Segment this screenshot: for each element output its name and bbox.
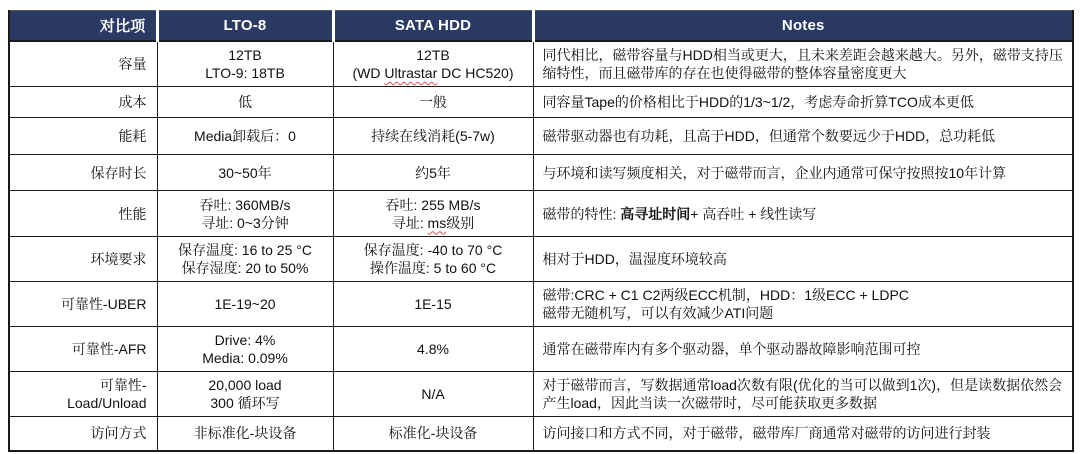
cell-line — [340, 385, 527, 403]
text-segment: 通常在磁带库内有多个驱动器，单个驱动器故障影响范围可控 — [542, 341, 921, 357]
cell-sata-row-0 — [333, 41, 533, 87]
cell-line — [543, 376, 1064, 412]
cell-notes-row-8 — [533, 372, 1073, 417]
header-cell-lto8: LTO-8 — [157, 11, 333, 41]
text-segment: 1E-19~20 — [214, 296, 276, 312]
text-segment: 4.8% — [417, 341, 449, 357]
cell-lto8-row-3 — [157, 155, 333, 191]
text-segment: 环境要求 — [90, 251, 147, 267]
text-segment: 300 循环写 — [210, 395, 280, 411]
cell-line — [16, 394, 147, 412]
cell-line — [16, 295, 147, 313]
cell-item-row-2 — [9, 118, 157, 155]
cell-lto8-row-4 — [157, 191, 333, 237]
text-segment: 访问接口和方式不同，对于磁带，磁带库厂商通常对磁带的访问进行封装 — [542, 425, 991, 442]
text-segment: 低 — [238, 94, 252, 110]
text-segment: 保存温度: -40 to 70 °C — [363, 242, 503, 258]
cell-notes-row-6 — [533, 282, 1073, 327]
text-segment: 磁带无随机写，可以有效减少ATI问题 — [542, 305, 774, 321]
cell-line — [340, 259, 527, 277]
text-segment: 成本 — [118, 94, 147, 110]
cell-line — [543, 340, 1064, 358]
cell-lto8-row-2 — [157, 118, 333, 155]
cell-sata-row-1 — [333, 87, 533, 118]
cell-sata-row-3 — [333, 155, 533, 191]
cell-line — [164, 394, 327, 412]
text-segment: 级别 — [446, 214, 475, 231]
text-segment: 保存温度: 16 to 25 °C — [178, 242, 312, 258]
text-segment: Media卸载后：0 — [194, 128, 296, 144]
text-segment: 相对于HDD，温湿度环境较高 — [542, 251, 727, 267]
cell-notes-row-4 — [533, 191, 1073, 237]
cell-line — [164, 424, 327, 442]
cell-line — [340, 241, 527, 259]
cell-notes-row-5 — [533, 237, 1073, 282]
cell-line — [16, 127, 147, 145]
text-segment: Load/Unload — [67, 395, 147, 411]
cell-notes-row-0 — [533, 41, 1073, 87]
text-segment: 可靠性- — [99, 377, 147, 393]
text-segment: 寻址: — [391, 214, 428, 231]
text-segment: 同容量Tape的价格相比于HDD的1/3~1/2，考虑寿命折算TCO成本更低 — [542, 94, 974, 110]
cell-line — [543, 164, 1064, 182]
cell-lto8-row-8 — [157, 372, 333, 417]
text-segment: (WD — [352, 64, 385, 81]
cell-line — [543, 424, 1064, 442]
cell-line — [16, 55, 147, 73]
cell-sata-row-8 — [333, 372, 533, 417]
cell-line — [543, 127, 1064, 145]
cell-item-row-3 — [9, 155, 157, 191]
text-segment: 30~50年 — [218, 164, 272, 181]
text-segment: DC HC520) — [437, 64, 514, 81]
cell-item-row-6 — [9, 282, 157, 327]
text-segment: + 高吞吐 + 线性读写 — [690, 205, 817, 222]
header-cell-notes: Notes — [533, 11, 1073, 41]
text-segment: 12TB — [228, 46, 262, 63]
text-segment: 可靠性-UBER — [60, 296, 147, 312]
table-row — [9, 41, 1073, 87]
text-segment: Ultrastar — [384, 64, 438, 81]
cell-line — [164, 64, 327, 82]
cell-line — [164, 295, 327, 313]
cell-sata-row-7 — [333, 327, 533, 372]
table-row — [9, 282, 1073, 327]
text-segment: 标准化-块设备 — [388, 425, 478, 442]
text-segment: 寻址: 0~3分钟 — [201, 214, 289, 231]
cell-line — [543, 286, 1064, 304]
text-segment: 吞吐: 255 MB/s — [385, 196, 481, 213]
cell-line — [164, 349, 327, 367]
cell-line — [16, 93, 147, 111]
cell-sata-row-6 — [333, 282, 533, 327]
cell-line — [16, 340, 147, 358]
cell-item-row-4 — [9, 191, 157, 237]
cell-line — [164, 46, 327, 64]
text-segment: 操作温度: 5 to 60 °C — [369, 260, 497, 276]
cell-lto8-row-7 — [157, 327, 333, 372]
cell-line — [340, 295, 527, 313]
cell-line — [543, 304, 1064, 322]
cell-line — [164, 93, 327, 111]
cell-line — [340, 340, 527, 358]
cell-lto8-row-5 — [157, 237, 333, 282]
cell-notes-row-7 — [533, 327, 1073, 372]
cell-line — [164, 196, 327, 214]
cell-line — [16, 164, 147, 182]
cell-line — [16, 205, 147, 223]
text-segment: 同代相比，磁带容量与HDD相当或更大，且未来差距会越来越大。另外，磁带支持压缩特性，而且磁带库的存在也使得磁带的整体容量密度更大 — [542, 46, 1063, 81]
text-segment: Media: 0.09% — [202, 350, 288, 366]
text-segment: 磁带:CRC + C1 C2两级ECC机制，HDD：1级ECC + LDPC — [542, 287, 909, 303]
cell-notes-row-9 — [533, 417, 1073, 451]
cell-line — [16, 250, 147, 268]
cell-line — [164, 331, 327, 349]
cell-item-row-9 — [9, 417, 157, 451]
cell-lto8-row-0 — [157, 41, 333, 87]
cell-line — [164, 127, 327, 145]
cell-line — [16, 424, 147, 442]
cell-line — [543, 46, 1064, 82]
cell-line — [340, 93, 527, 111]
cell-line — [543, 93, 1064, 111]
cell-notes-row-1 — [533, 87, 1073, 118]
text-segment: 保存时长 — [90, 164, 147, 181]
table-row — [9, 155, 1073, 191]
table-row — [9, 87, 1073, 118]
text-segment: 一般 — [419, 94, 447, 110]
cell-line — [340, 196, 527, 214]
cell-line — [543, 205, 1064, 223]
text-segment: 高寻址时间 — [620, 205, 691, 222]
text-segment: 对于磁带而言，写数据通常load次数有限(优化的当可以做到1次)，但是读数据依然会产生load，因此当读一次磁带时，尽可能获取更多数据 — [542, 377, 1063, 411]
cell-lto8-row-1 — [157, 87, 333, 118]
cell-item-row-7 — [9, 327, 157, 372]
table-row — [9, 372, 1073, 417]
cell-sata-row-5 — [333, 237, 533, 282]
cell-line — [340, 164, 527, 182]
text-segment: 容量 — [118, 55, 147, 72]
cell-line — [543, 250, 1064, 268]
text-segment: 磁带的特性: — [542, 205, 621, 222]
text-segment: 持续在线消耗(5-7w) — [371, 128, 495, 144]
cell-sata-row-4 — [333, 191, 533, 237]
cell-line — [16, 376, 147, 394]
text-segment: ms — [427, 214, 447, 231]
text-segment: 吞吐: 360MB/s — [199, 196, 291, 213]
cell-sata-row-9 — [333, 417, 533, 451]
text-segment: N/A — [421, 386, 445, 402]
cell-line — [164, 241, 327, 259]
text-segment: 性能 — [118, 205, 147, 222]
cell-item-row-1 — [9, 87, 157, 118]
cell-lto8-row-6 — [157, 282, 333, 327]
cell-line — [164, 259, 327, 277]
table-row — [9, 191, 1073, 237]
cell-line — [340, 214, 527, 232]
table-row — [9, 118, 1073, 155]
cell-item-row-8 — [9, 372, 157, 417]
cell-line — [164, 376, 327, 394]
comparison-table — [8, 10, 1074, 452]
table-row — [9, 327, 1073, 372]
text-segment: 非标准化-块设备 — [193, 425, 297, 442]
page — [8, 10, 1072, 452]
cell-item-row-0 — [9, 41, 157, 87]
header-row — [9, 11, 1073, 41]
cell-lto8-row-9 — [157, 417, 333, 451]
cell-line — [340, 127, 527, 145]
text-segment: 约5年 — [415, 164, 451, 181]
text-segment: 访问方式 — [90, 425, 147, 442]
text-segment: Drive: 4% — [214, 332, 276, 348]
header-cell-sata: SATA HDD — [333, 11, 533, 41]
cell-sata-row-2 — [333, 118, 533, 155]
text-segment: LTO-9: 18TB — [205, 64, 285, 81]
cell-line — [164, 214, 327, 232]
text-segment: 保存湿度: 20 to 50% — [181, 260, 309, 276]
text-segment: 12TB — [416, 46, 450, 63]
cell-line — [340, 64, 527, 82]
text-segment: 20,000 load — [208, 377, 282, 393]
text-segment: 1E-15 — [414, 296, 452, 312]
text-segment: 与环境和读写频度相关，对于磁带而言，企业内通常可保守按照按10年计算 — [542, 164, 1007, 181]
cell-item-row-5 — [9, 237, 157, 282]
cell-line — [340, 46, 527, 64]
text-segment: 磁带驱动器也有功耗，且高于HDD，但通常个数要远少于HDD，总功耗低 — [542, 128, 996, 144]
text-segment: 能耗 — [118, 128, 147, 144]
cell-notes-row-3 — [533, 155, 1073, 191]
table-row — [9, 237, 1073, 282]
table-row — [9, 417, 1073, 451]
cell-line — [164, 164, 327, 182]
cell-notes-row-2 — [533, 118, 1073, 155]
cell-line — [340, 424, 527, 442]
text-segment: 可靠性-AFR — [71, 341, 147, 357]
header-cell-item: 对比项 — [9, 11, 157, 41]
